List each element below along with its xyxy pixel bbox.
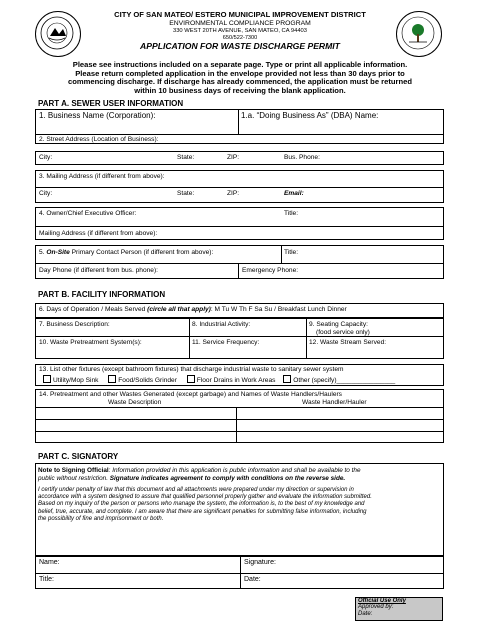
header-address: 330 WEST 20TH AVENUE, SAN MATEO, CA 94403 — [172, 28, 308, 34]
state2-field[interactable]: State: — [177, 190, 195, 197]
day-phone-field[interactable]: Day Phone (if different from bus. phone): — [39, 267, 158, 274]
onsite-emphasis: On-Site — [46, 249, 70, 256]
days-operation-field[interactable] — [39, 306, 347, 314]
business-description-field[interactable]: 7. Business Description: — [39, 321, 110, 328]
seating-note: (food service only) — [316, 329, 370, 336]
certification-line: accordance with a system designed to assure that qualified personnel properly gather and evaluate the information submitted. — [38, 494, 372, 501]
other-specify-blank[interactable]: ________________ — [336, 377, 396, 384]
other-checkbox[interactable] — [283, 375, 291, 383]
zip2-field[interactable]: ZIP: — [227, 190, 240, 197]
onsite-number: 5. — [39, 249, 47, 256]
city-field[interactable]: City: — [39, 154, 53, 161]
fixture-options — [39, 375, 395, 385]
official-use-heading: Official Use Only — [358, 598, 406, 604]
floor-drains-label: Floor Drains in Work Areas — [196, 377, 276, 384]
official-date-field: Date: — [358, 610, 373, 617]
floor-drains-checkbox[interactable] — [187, 375, 195, 383]
wastes-label: 14. Pretreatment and other Wastes Generated (except garbage) and Names of Waste Handlers/Haulers — [39, 391, 342, 398]
utility-sink-checkbox[interactable] — [43, 375, 51, 383]
certification-line: belief, true, accurate, and complete. I am aware that there are significant penalties for submitting false information, including — [38, 508, 367, 515]
signer-title-field[interactable]: Title: — [39, 576, 54, 583]
certification-line: the possibility of fine and imprisonment or both. — [38, 515, 164, 522]
instruction-line: Please return completed application in the envelope provided not less than 30 days prior to — [75, 68, 405, 78]
instruction-line: commencing discharge. If discharge has already commenced, the application must be returned — [68, 77, 412, 86]
bus-phone-field[interactable]: Bus. Phone: — [284, 154, 320, 161]
instruction-line: within 10 business days of receiving the blank application. — [134, 85, 346, 95]
city2-field[interactable]: City: — [39, 190, 53, 197]
grinder-label: Food/Solids Grinder — [118, 377, 177, 384]
signing-note-bold: Signature indicates agreement to comply with conditions on the reverse side. — [109, 474, 346, 482]
certification-text — [38, 487, 443, 523]
district-seal-logo — [396, 11, 442, 57]
contact-title-field[interactable]: Title: — [284, 249, 299, 256]
signing-note-text: : Information provided in this application is public information and shall be available to the — [108, 467, 361, 474]
header-phone: 650/522-7300 — [222, 35, 258, 41]
signing-note-text2: public without restriction. — [38, 474, 110, 482]
pretreatment-system-field[interactable]: 10. Waste Pretreatment System(s): — [39, 339, 142, 346]
part-a-heading: PART A. SEWER USER INFORMATION — [38, 99, 184, 108]
seating-capacity-field[interactable]: 9. Seating Capacity: — [309, 321, 369, 328]
signer-name-field[interactable]: Name: — [39, 559, 60, 566]
approved-by-field: Approved by: — [358, 604, 394, 611]
owner-field[interactable]: 4. Owner/Chief Executive Officer: — [39, 210, 137, 217]
waste-description-header: Waste Description — [108, 399, 162, 406]
onsite-label: Primary Contact Person (if different from above): — [69, 249, 214, 256]
official-use-box — [355, 597, 443, 621]
signature-field[interactable]: Signature: — [244, 559, 276, 566]
grinder-checkbox[interactable] — [108, 375, 116, 383]
certification-line: I certify under penalty of law that this document and all attachments were prepared under my direction or supervision in — [38, 487, 354, 493]
business-name-field[interactable]: 1. Business Name (Corporation): — [39, 111, 156, 120]
days-circle-note: (circle all that apply) — [147, 306, 211, 313]
zip-field[interactable]: ZIP: — [227, 154, 240, 161]
days-label: 6. Days of Operation / Meals Served — [39, 306, 148, 313]
header-program: ENVIRONMENTAL COMPLIANCE PROGRAM — [169, 20, 311, 27]
instruction-line: Please see instructions included on a separate page. Type or print all applicable information. — [72, 60, 408, 69]
header-district: CITY OF SAN MATEO/ ESTERO MUNICIPAL IMPROVEMENT DISTRICT — [114, 10, 366, 19]
instructions — [30, 61, 450, 95]
owner-mailing-field[interactable]: Mailing Address (if different from above): — [39, 230, 158, 237]
street-address-field[interactable]: 2. Street Address (Location of Business): — [39, 136, 159, 143]
waste-stream-field[interactable]: 12. Waste Stream Served: — [309, 339, 387, 346]
emergency-phone-field[interactable]: Emergency Phone: — [242, 267, 299, 274]
part-c-heading: PART C. SIGNATORY — [38, 452, 119, 461]
dba-name-field[interactable]: 1.a. “Doing Business As” (DBA) Name: — [241, 111, 379, 120]
page-title: APPLICATION FOR WASTE DISCHARGE PERMIT — [140, 41, 340, 51]
city-row — [35, 151, 444, 165]
service-frequency-field[interactable]: 11. Service Frequency: — [192, 339, 260, 346]
industrial-activity-field[interactable]: 8. Industrial Activity: — [192, 321, 251, 328]
utility-sink-label: Utility/Mop Sink — [53, 377, 99, 384]
state-field[interactable]: State: — [177, 154, 195, 161]
city-seal-logo — [35, 11, 81, 57]
owner-title-field[interactable]: Title: — [284, 210, 299, 217]
signature-date-field[interactable]: Date: — [244, 576, 261, 583]
mailing-address-field[interactable]: 3. Mailing Address (if different from above): — [39, 173, 165, 180]
waste-handler-header: Waste Handler/Hauler — [302, 399, 367, 406]
onsite-contact-field[interactable] — [39, 249, 213, 257]
part-b-heading: PART B. FACILITY INFORMATION — [38, 290, 166, 299]
days-options: : M Tu W Th F Sa Su / Breakfast Lunch Dinner — [210, 306, 347, 313]
signing-note — [38, 467, 443, 482]
fixtures-label: 13. List other fixtures (except bathroom fixtures) that discharge industrial waste to sanitary sewer system — [39, 366, 344, 373]
email-field[interactable]: Email: — [284, 190, 304, 197]
certification-line: Based on my inquiry of the person or persons who manage the system, the information is, to the best of my knowledge and — [38, 501, 365, 508]
other-label: Other (specify) — [293, 377, 337, 384]
signing-note-label: Note to Signing Official — [38, 467, 109, 474]
